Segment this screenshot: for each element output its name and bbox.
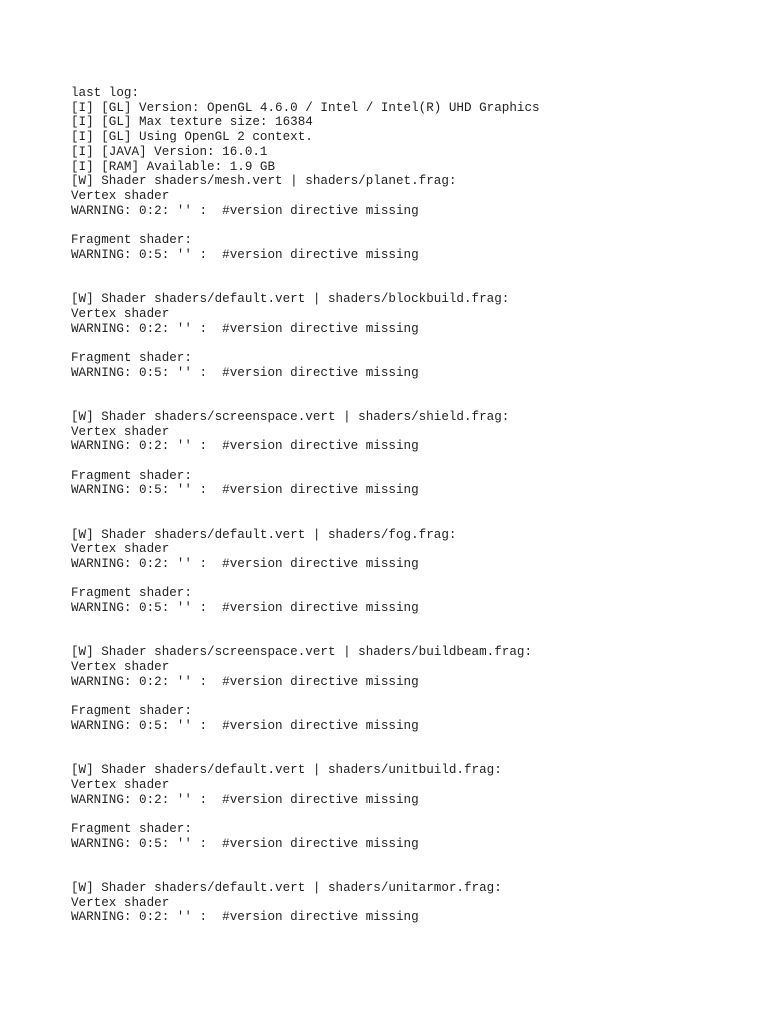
log-line: Fragment shader: xyxy=(71,468,192,483)
log-line: [W] Shader shaders/default.vert | shaders/unitbuild.frag: xyxy=(71,763,502,778)
log-line: Fragment shader: xyxy=(71,586,192,601)
log-line: [I] [RAM] Available: 1.9 GB xyxy=(71,159,276,174)
log-line xyxy=(71,572,540,587)
log-line xyxy=(71,336,540,351)
log-line: WARNING: 0:5: '' : #version directive missing xyxy=(71,247,419,262)
log-line: Vertex shader xyxy=(71,895,170,910)
log-line: [W] Shader shaders/screenspace.vert | shaders/shield.frag: xyxy=(71,409,510,424)
log-line: last log: xyxy=(71,86,140,100)
log-line: Vertex shader xyxy=(71,189,170,204)
log-line: WARNING: 0:2: '' : #version directive missing xyxy=(71,203,419,218)
log-line xyxy=(71,513,540,528)
log-line: Vertex shader xyxy=(71,542,170,557)
log-line: WARNING: 0:5: '' : #version directive missing xyxy=(71,483,419,498)
log-line xyxy=(71,807,540,822)
log-line xyxy=(71,631,540,646)
log-line: [I] [GL] Max texture size: 16384 xyxy=(71,115,313,130)
log-line: [W] Shader shaders/default.vert | shaders/fog.frag: xyxy=(71,527,457,542)
log-line: WARNING: 0:5: '' : #version directive missing xyxy=(71,718,419,733)
log-line: Vertex shader xyxy=(71,777,170,792)
log-line: [I] [GL] Version: OpenGL 4.6.0 / Intel / Intel(R) UHD Graphics xyxy=(71,100,540,115)
log-line: WARNING: 0:2: '' : #version directive missing xyxy=(71,910,419,925)
log-line xyxy=(71,218,540,233)
log-line xyxy=(71,395,540,410)
log-line: WARNING: 0:2: '' : #version directive missing xyxy=(71,439,419,454)
log-line xyxy=(71,689,540,704)
log-line: WARNING: 0:2: '' : #version directive missing xyxy=(71,674,419,689)
log-line xyxy=(71,277,540,292)
log-line: Fragment shader: xyxy=(71,821,192,836)
log-line: [W] Shader shaders/default.vert | shaders/blockbuild.frag: xyxy=(71,292,510,307)
log-line xyxy=(71,263,540,278)
log-line: WARNING: 0:5: '' : #version directive missing xyxy=(71,365,419,380)
log-text xyxy=(71,86,540,925)
log-line: Vertex shader xyxy=(71,660,170,675)
log-line xyxy=(71,866,540,881)
log-line xyxy=(71,748,540,763)
log-line: [I] [GL] Using OpenGL 2 context. xyxy=(71,130,313,145)
log-line xyxy=(71,851,540,866)
log-line: WARNING: 0:2: '' : #version directive missing xyxy=(71,792,419,807)
log-line: [W] Shader shaders/screenspace.vert | shaders/buildbeam.frag: xyxy=(71,645,533,660)
log-line xyxy=(71,380,540,395)
log-line: WARNING: 0:2: '' : #version directive missing xyxy=(71,321,419,336)
log-line: Fragment shader: xyxy=(71,233,192,248)
log-line xyxy=(71,454,540,469)
log-line: Vertex shader xyxy=(71,424,170,439)
log-line: Vertex shader xyxy=(71,306,170,321)
log-line: Fragment shader: xyxy=(71,350,192,365)
log-line: WARNING: 0:5: '' : #version directive missing xyxy=(71,601,419,616)
log-line xyxy=(71,616,540,631)
log-line: [W] Shader shaders/default.vert | shaders/unitarmor.frag: xyxy=(71,880,502,895)
log-line xyxy=(71,498,540,513)
log-line: [W] Shader shaders/mesh.vert | shaders/planet.frag: xyxy=(71,174,457,189)
log-line: Fragment shader: xyxy=(71,704,192,719)
log-line xyxy=(71,734,540,749)
log-line: [I] [JAVA] Version: 16.0.1 xyxy=(71,144,268,159)
log-line: WARNING: 0:2: '' : #version directive missing xyxy=(71,557,419,571)
log-line: WARNING: 0:5: '' : #version directive missing xyxy=(71,836,419,851)
